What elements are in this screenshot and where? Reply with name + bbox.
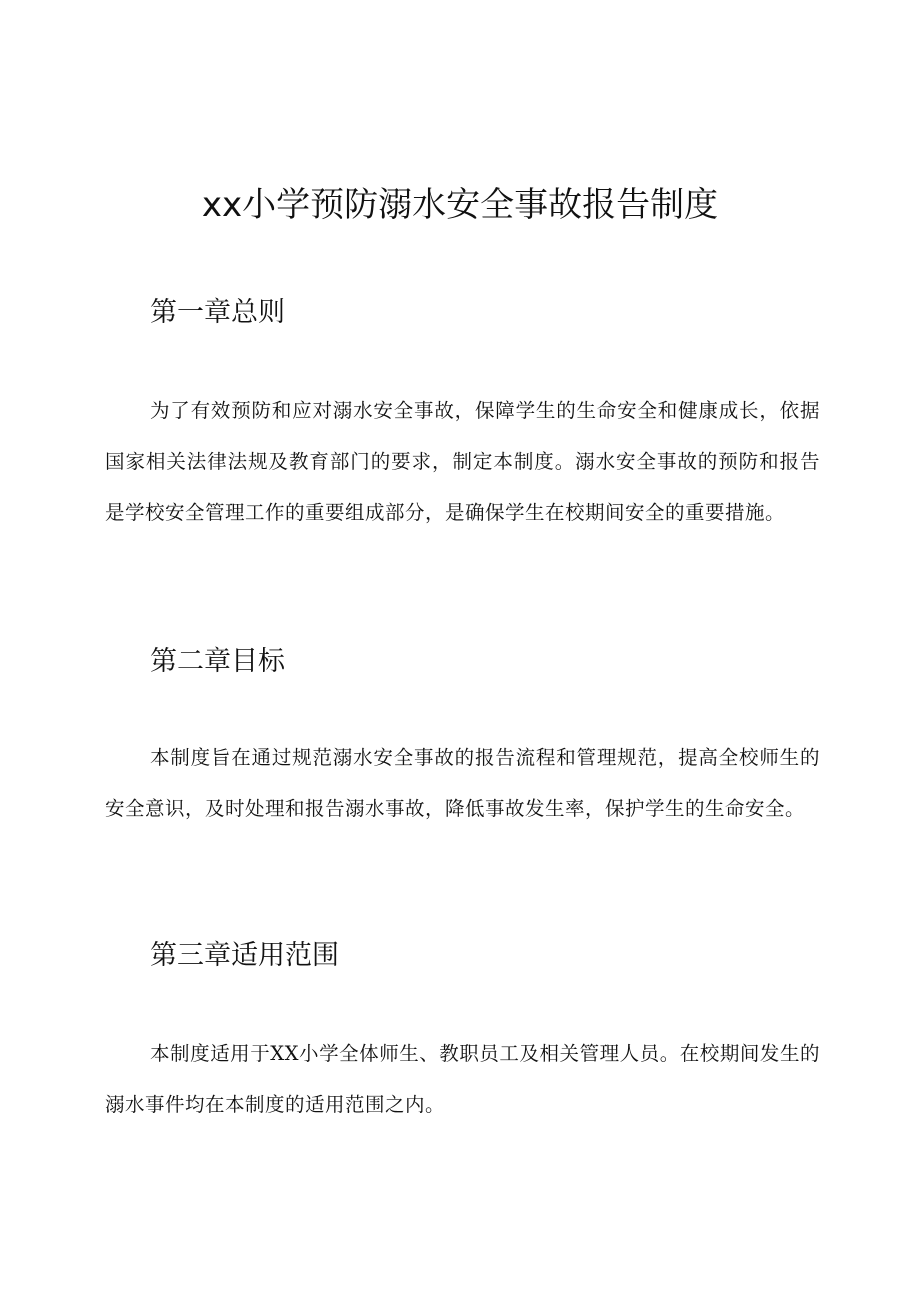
- document-title: xx小学预防溺水安全事故报告制度: [201, 185, 719, 225]
- chapter-heading-goals: 第二章目标: [150, 646, 285, 677]
- chapter-paragraph-general: 为了有效预防和应对溺水安全事故，保障学生的生命安全和健康成长，依据国家相关法律法规及教育部门的要求，制定本制度。溺水安全事故的预防和报告是学校安全管理工作的重要组成部分，是确保学生在校期间安全的重要措施。: [105, 399, 820, 524]
- chapter-paragraph-goals: 本制度旨在通过规范溺水安全事故的报告流程和管理规范，提高全校师生的安全意识，及时处理和报告溺水事故，降低事故发生率，保护学生的生命安全。: [105, 746, 820, 820]
- chapter-heading-scope: 第三章适用范围: [150, 940, 339, 971]
- chapter-paragraph-scope: 本制度适用于XX小学全体师生、教职员工及相关管理人员。在校期间发生的溺水事件均在本制度的适用范围之内。: [105, 1042, 820, 1116]
- chapter-heading-general: 第一章总则: [150, 297, 285, 328]
